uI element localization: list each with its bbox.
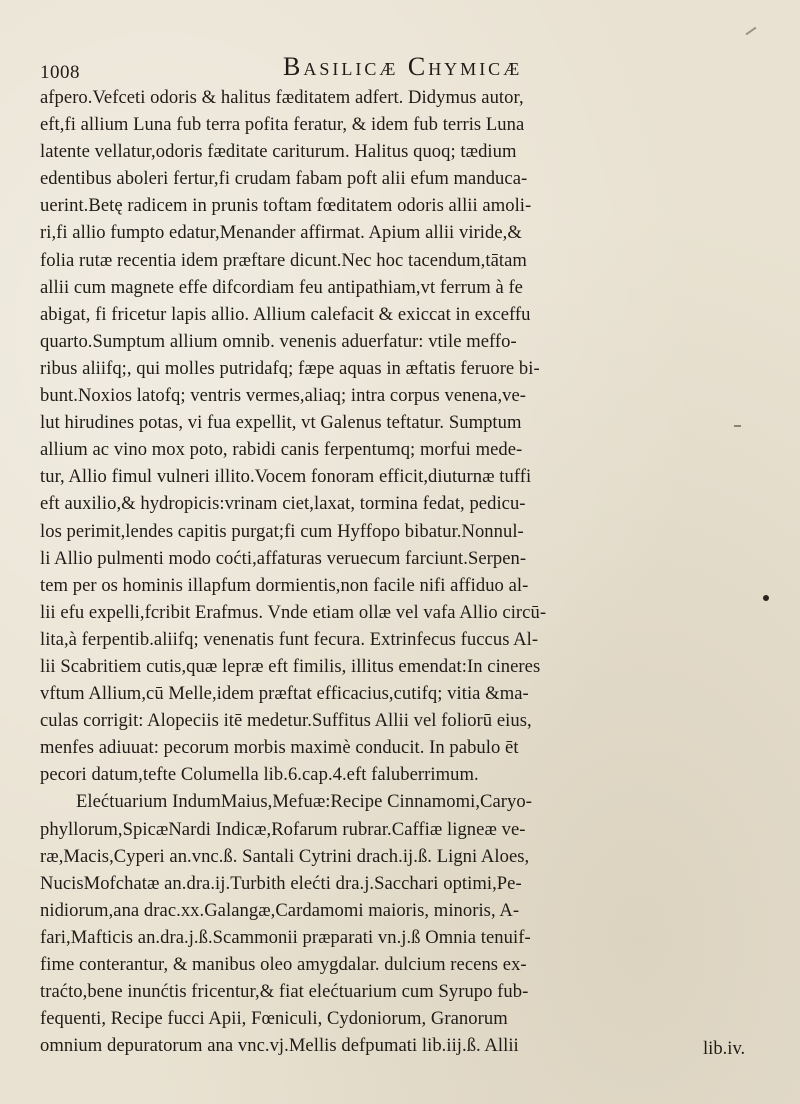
text-line: tur, Allio fimul vulneri illito.Vocem fonoram efficit,diuturnæ tuffi — [40, 466, 532, 488]
text-line: fequenti, Recipe fucci Apii, Fœniculi, Cydoniorum, Granorum — [40, 1008, 508, 1030]
text-line: eft auxilio,& hydropicis:vrinam ciet,laxat, tormina fedat, pedicu- — [40, 493, 526, 515]
text-line: tem per os hominis illapfum dormientis,non facile nifi affiduo al- — [40, 574, 529, 596]
text-line: afpero.Vefceti odoris & halitus fæditatem adfert. Didymus autor, — [40, 87, 524, 108]
text-line: traćto,bene inunćtis fricentur,& fiat elećtuarium cum Syrupo fub- — [40, 981, 529, 1003]
text-line: ræ,Macis,Cyperi an.vnc.ß. Santali Cytrini drach.ij.ß. Ligni Aloes, — [40, 845, 530, 867]
text-line: uerint.Betę radicem in prunis toftam fœditatem odoris allii amoli- — [40, 195, 532, 217]
text-line: allium ac vino mox poto, rabidi canis ferpentumq; morfui mede- — [40, 439, 523, 461]
paragraph-start-line: Elećtuarium IndumMaius,Mefuæ:Recipe Cinnamomi,Caryo- — [76, 791, 532, 813]
text-line: NucisMofchatæ an.dra.ij.Turbith elećti dra.j.Sacchari optimi,Pe- — [40, 872, 522, 894]
text-line: ribus aliifq;, qui molles putridafq; fæpe aquas in æftatis feruore bi- — [40, 357, 540, 379]
text-line: folia rutæ recentia idem præftare dicunt.Nec hoc tacendum,tātam — [40, 249, 527, 271]
body-text — [40, 84, 780, 1059]
text-line: li Allio pulmenti modo coćti,affaturas veruecum farciunt.Serpen- — [40, 547, 527, 569]
ink-mark — [746, 27, 757, 36]
text-line: abigat, fi fricetur lapis allio. Allium calefacit & exiccat in exceffu — [40, 303, 531, 325]
text-line: allii cum magnete effe difcordiam feu antipathiam,vt ferrum à fe — [40, 276, 523, 298]
text-line: fari,Mafticis an.dra.j.ß.Scammonii præparati vn.j.ß Omnia tenuif- — [40, 926, 531, 948]
text-line: phyllorum,SpicæNardi Indicæ,Rofarum rubrar.Caffiæ ligneæ ve- — [40, 818, 526, 840]
text-line: omnium depuratorum ana vnc.vj.Mellis defpumati lib.iij.ß. Allii — [40, 1035, 519, 1057]
text-line: bunt.Noxios latofq; ventris vermes,aliaq; intra corpus venena,ve- — [40, 385, 527, 407]
catchword: lib.iv. — [703, 1038, 746, 1059]
text-line: lita,à ferpentib.aliifq; venenatis funt fecura. Extrinfecus fuccus Al- — [40, 628, 539, 650]
text-line: quarto.Sumptum allium omnib. venenis aduerfatur: vtile meffo- — [40, 330, 517, 352]
text-line: eft,fi allium Luna fub terra pofita feratur, & idem fub terris Luna — [40, 114, 525, 136]
text-line: pecori datum,tefte Columella lib.6.cap.4.eft faluberrimum. — [40, 764, 479, 786]
ink-dot — [763, 595, 769, 601]
text-line: lut hirudines potas, vi fua expellit, vt Galenus teftatur. Sumptum — [40, 412, 522, 434]
text-line: fime conterantur, & manibus oleo amygdalar. dulcium recens ex- — [40, 954, 527, 975]
text-line: lii Scabritiem cutis,quæ lepræ eft fimilis, illitus emendat:In cineres — [40, 655, 541, 677]
text-line: vftum Allium,cū Melle,idem præftat efficacius,cutifq; vitia &ma- — [40, 683, 529, 705]
text-line: nidiorum,ana drac.xx.Galangæ,Cardamomi maioris, minoris, A- — [40, 899, 520, 921]
text-line: los perimit,lendes capitis purgat;fi cum Hyffopo bibatur.Nonnul- — [40, 520, 524, 542]
text-line: culas corrigit: Alopeciis itē medetur.Suffitus Allii vel foliorū eius, — [40, 710, 532, 732]
page-number: 1008 — [40, 62, 80, 83]
text-line: lii efu expelli,fcribit Erafmus. Vnde etiam ollæ vel vafa Allio circū- — [40, 601, 547, 623]
running-title: Basilicæ Chymicæ — [283, 52, 523, 81]
ink-mark — [734, 425, 741, 427]
text-line: ri,fi allio fumpto edatur,Menander affirmat. Apium allii viride,& — [40, 222, 522, 244]
text-line: latente vellatur,odoris fæditate cariturum. Halitus quoq; tædium — [40, 141, 517, 163]
text-line: menfes adiuuat: pecorum morbis maximè conducit. In pabulo ēt — [40, 737, 519, 759]
text-line: edentibus aboleri fertur,fi crudam fabam poft alii efum manduca- — [40, 168, 528, 190]
